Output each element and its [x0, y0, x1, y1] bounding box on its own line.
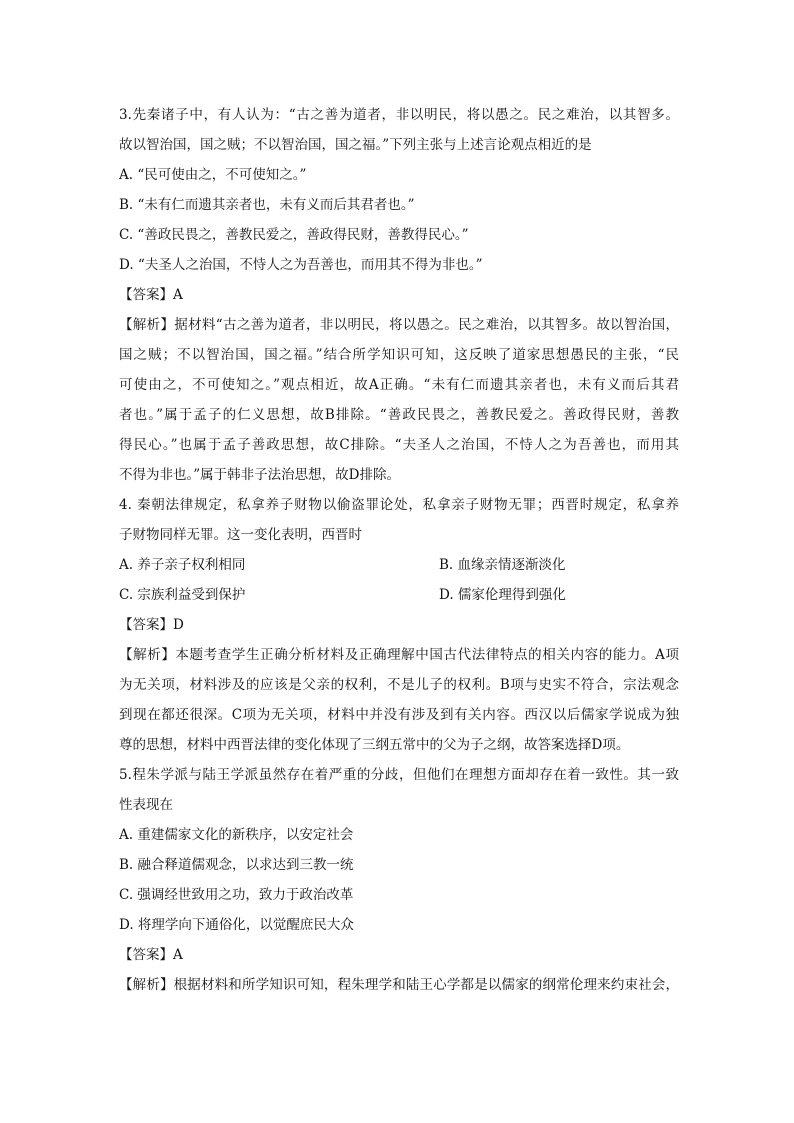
q5-answer: 【答案】A — [119, 947, 183, 963]
q5-stem-line-2: 性表现在 — [119, 797, 173, 813]
q3-analysis-line-4: 者也。”属于孟子的仁义思想，故B排除。“善政民畏之，善教民爱之。善政得民财，善教 — [119, 407, 679, 423]
q4-answer: 【答案】D — [119, 617, 184, 633]
q3-analysis-line-6: 不得为非也。”属于韩非子法治思想，故D排除。 — [119, 467, 400, 483]
q4-option-b: B. 血缘亲情逐渐淡化 — [439, 557, 566, 573]
q4-analysis-line-1: 【解析】本题考查学生正确分析材料及正确理解中国古代法律特点的相关内容的能力。A项 — [119, 647, 679, 663]
q5-option-c: C. 强调经世致用之功，致力于政治改革 — [119, 887, 354, 903]
q4-stem-line-1: 4. 秦朝法律规定，私拿养子财物以偷盗罪论处，私拿亲子财物无罪；西晋时规定，私拿养 — [119, 497, 679, 513]
q3-stem-line-2: 故以智治国，国之贼；不以智治国，国之福。”下列主张与上述言论观点相近的是 — [119, 137, 592, 153]
q4-options-row-1 — [119, 550, 679, 580]
q3-option-a: A. “民可使由之，不可使知之。” — [119, 167, 307, 183]
q4-option-a: A. 养子亲子权利相同 — [119, 557, 246, 573]
q3-option-d: D. “夫圣人之治国，不恃人之为吾善也，而用其不得为非也。” — [119, 257, 483, 273]
q3-analysis-line-1: 【解析】据材料“古之善为道者，非以明民，将以愚之。民之难治，以其智多。故以智治国， — [119, 317, 679, 333]
q4-option-c: C. 宗族利益受到保护 — [119, 587, 246, 603]
q5-stem-line-1: 5.程朱学派与陆王学派虽然存在着严重的分歧，但他们在理想方面却存在着一致性。其一致 — [119, 767, 679, 783]
q4-option-d: D. 儒家伦理得到强化 — [439, 587, 566, 603]
q4-analysis-line-2: 为无关项，材料涉及的应该是父亲的权利，不是儿子的权利。B项与史实不符合，宗法观念 — [119, 677, 679, 693]
q5-option-a: A. 重建儒家文化的新秩序，以安定社会 — [119, 827, 354, 843]
q3-option-b: B. “未有仁而遗其亲者也，未有义而后其君者也。” — [119, 197, 415, 213]
q4-analysis-line-4: 尊的思想，材料中西晋法律的变化体现了三纲五常中的父为子之纲，故答案选择D项。 — [119, 737, 630, 753]
q3-answer: 【答案】A — [119, 287, 183, 303]
q5-option-d: D. 将理学向下通俗化，以觉醒庶民大众 — [119, 917, 354, 933]
question-content — [119, 100, 679, 1000]
q3-analysis-line-5: 得民心。”也属于孟子善政思想，故C排除。“夫圣人之治国，不恃人之为吾善也，而用其 — [119, 437, 679, 453]
q3-option-c: C. “善政民畏之，善教民爱之，善政得民财，善教得民心。” — [119, 227, 469, 243]
q5-option-b: B. 融合释道儒观念，以求达到三教一统 — [119, 857, 354, 873]
q4-stem-line-2: 子财物同样无罪。这一变化表明，西晋时 — [119, 527, 362, 543]
q3-analysis-line-3: 可使由之，不可使知之。”观点相近，故A正确。“未有仁而遗其亲者也，未有义而后其君 — [119, 377, 679, 393]
q4-analysis-line-3: 到现在都还很深。C项为无关项，材料中并没有涉及到有关内容。西汉以后儒家学说成为独 — [119, 707, 679, 723]
q3-analysis-line-2: 国之贼；不以智治国，国之福。”结合所学知识可知，这反映了道家思想愚民的主张，“民 — [119, 347, 679, 363]
q5-analysis-line-1: 【解析】根据材料和所学知识可知，程朱理学和陆王心学都是以儒家的纲常伦理来约束社会， — [119, 977, 679, 993]
q3-stem-line-1: 3.先秦诸子中，有人认为：“古之善为道者，非以明民，将以愚之。民之难治，以其智多。 — [119, 107, 679, 123]
q4-options-row-2 — [119, 580, 679, 610]
